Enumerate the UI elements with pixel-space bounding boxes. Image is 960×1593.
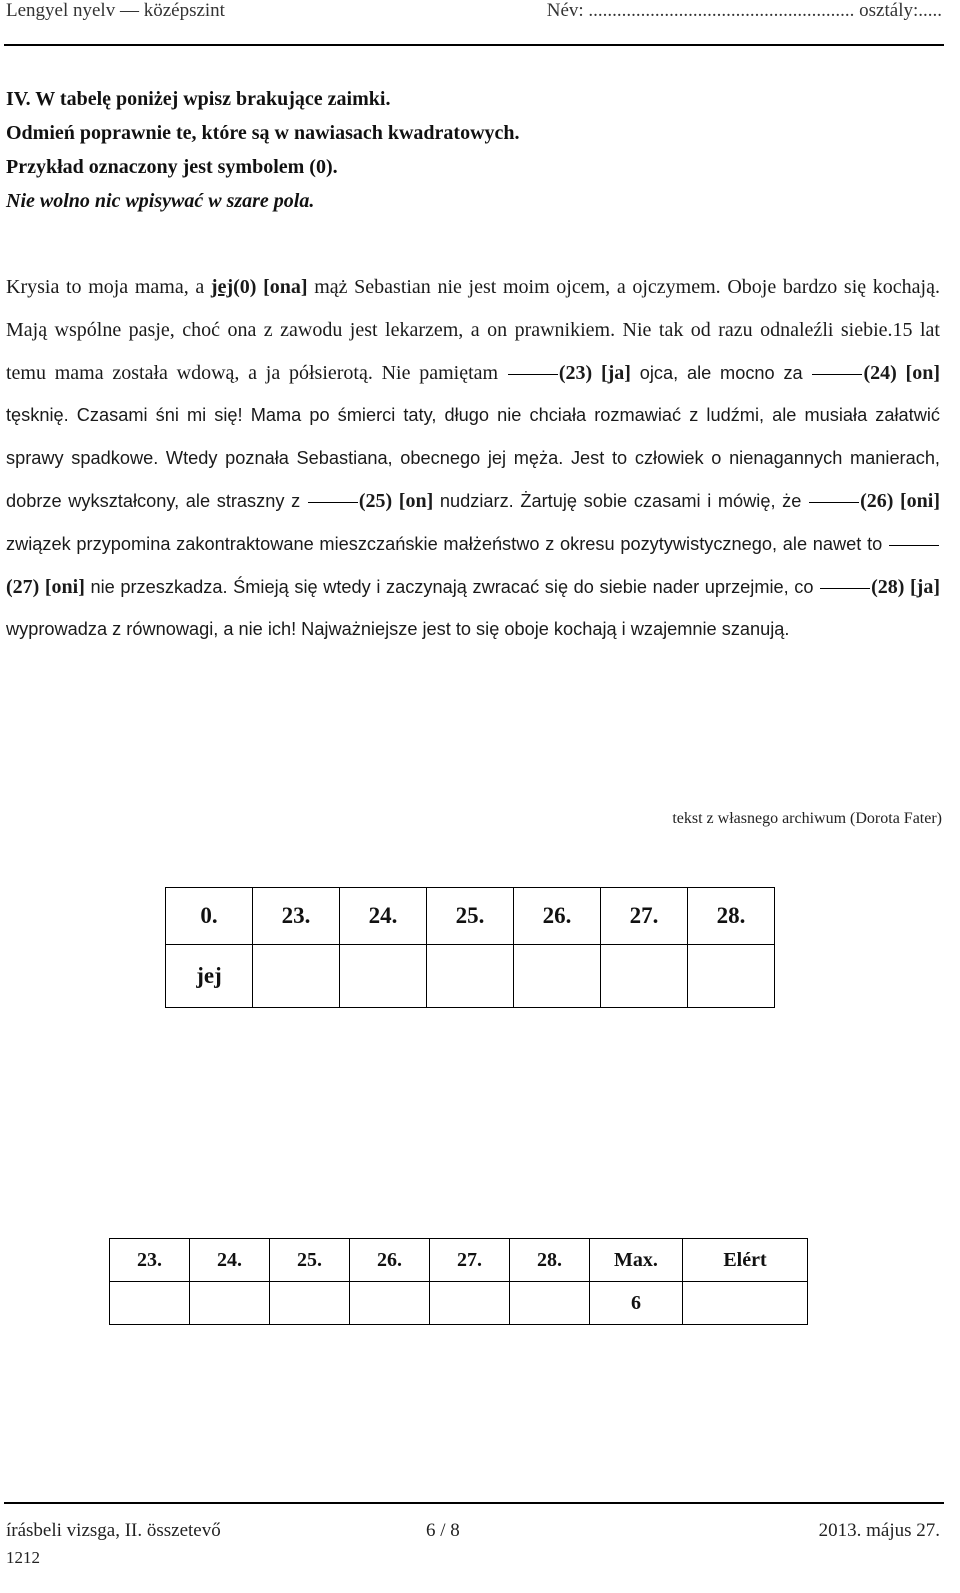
score-cell[interactable]	[510, 1282, 590, 1325]
answer-blank	[508, 373, 558, 375]
footer-date: 2013. május 27.	[818, 1520, 940, 1541]
passage-text: nie przeszkadza. Śmieją się wtedy i zaczynają zwracać się do siebie nader uprzejmie, co	[84, 576, 820, 597]
footer-exam-part: írásbeli vizsga, II. összetevő	[6, 1520, 221, 1541]
instruction-line: Odmień poprawnie te, które są w nawiasach kwadratowych.	[6, 122, 520, 144]
score-header-max: Max.	[590, 1239, 683, 1282]
score-table-value-row	[110, 1282, 808, 1325]
score-header-cell: 28.	[510, 1239, 590, 1282]
gap-26: (26) [oni]	[860, 489, 940, 512]
answer-header-cell: 25.	[427, 888, 514, 945]
source-citation: tekst z własnego archiwum (Dorota Fater)	[672, 810, 942, 827]
passage-text: mąż Sebastian nie jest moim ojcem, a ojczymem. Oboje bardzo się kochają. Mają wspólne pasje, choć ona z zawodu jest lekarzem, a on prawnikiem. Nie tak od razu odnaleźli siebie.15 lat temu mama została wdową, a ja półsierotą. Nie pamiętam	[6, 276, 940, 384]
passage-text: tęsknię. Czasami śni mi się! Mama po śmierci taty, długo nie chciała rozmawiać z ludźmi, ale musiała załatwić sprawy spadkowe. Wtedy poznała Sebastiana, obecnego jej męża. Jest to człowiek o nienagannych manierach, dobrze wykształcony, ale straszny z	[6, 405, 940, 511]
passage-text: wyprowadza z równowagi, a nie ich! Najważniejsze jest to się oboje kochają i wzajemnie szanują.	[6, 619, 790, 640]
score-max-value: 6	[590, 1282, 683, 1325]
header-divider	[4, 44, 944, 46]
instruction-line: IV. W tabelę poniżej wpisz brakujące zaimki.	[6, 88, 391, 110]
answer-blank	[308, 501, 358, 503]
score-cell[interactable]	[110, 1282, 190, 1325]
page-header	[6, 0, 942, 28]
answer-header-cell: 28.	[688, 888, 775, 945]
answer-blank	[812, 373, 862, 375]
gap-28: (28) [ja]	[871, 575, 940, 598]
score-header-cell: 24.	[190, 1239, 270, 1282]
example-answer: jej	[210, 276, 234, 298]
answer-table	[165, 887, 775, 1008]
gap-25: (25) [on]	[358, 489, 434, 512]
score-cell[interactable]	[190, 1282, 270, 1325]
passage-text: ojca, ale mocno za	[630, 362, 812, 383]
answer-table-header-row	[166, 888, 775, 945]
instruction-line: Przykład oznaczony jest symbolem (0).	[6, 156, 338, 178]
answer-value-cell: jej	[166, 945, 253, 1008]
score-header-cell: 27.	[430, 1239, 510, 1282]
score-cell[interactable]	[350, 1282, 430, 1325]
score-table	[109, 1238, 808, 1325]
score-header-cell: 25.	[270, 1239, 350, 1282]
gap-24: (24) [on]	[863, 361, 940, 384]
answer-blank	[889, 544, 939, 546]
header-subject: Lengyel nyelv — középszint	[6, 0, 225, 21]
gap-27: (27) [oni]	[6, 575, 85, 598]
passage-text: związek przypomina zakontraktowane mieszczańskie małżeństwo z okresu pozytywistycznego, ale nawet to	[6, 533, 888, 554]
score-header-cell: 23.	[110, 1239, 190, 1282]
answer-input-cell[interactable]	[601, 945, 688, 1008]
answer-header-cell: 26.	[514, 888, 601, 945]
example-tag: (0) [ona]	[233, 276, 308, 298]
footer-divider	[4, 1502, 944, 1504]
answer-input-cell[interactable]	[688, 945, 775, 1008]
footer-exam-code: 1212	[6, 1548, 40, 1567]
score-achieved-cell[interactable]	[683, 1282, 808, 1325]
score-header-cell: 26.	[350, 1239, 430, 1282]
answer-input-cell[interactable]	[253, 945, 340, 1008]
passage-text: nudziarz. Żartuję sobie czasami i mówię, że	[433, 490, 809, 511]
answer-header-cell: 24.	[340, 888, 427, 945]
task-instructions	[6, 82, 936, 218]
score-cell[interactable]	[430, 1282, 510, 1325]
answer-blank	[820, 587, 870, 589]
answer-input-cell[interactable]	[427, 945, 514, 1008]
score-header-achieved: Elért	[683, 1239, 808, 1282]
answer-table-value-row	[166, 945, 775, 1008]
reading-passage	[6, 266, 940, 651]
answer-header-cell: 23.	[253, 888, 340, 945]
header-name-class-field: Név: ........................................................ osztály:.....	[546, 0, 942, 21]
instruction-line: Nie wolno nic wpisywać w szare pola.	[6, 190, 315, 212]
gap-23: (23) [ja]	[558, 361, 631, 384]
answer-input-cell[interactable]	[514, 945, 601, 1008]
passage-text: Krysia to moja mama, a	[6, 276, 211, 298]
answer-input-cell[interactable]	[340, 945, 427, 1008]
footer-page-number: 6 / 8	[426, 1520, 460, 1541]
score-cell[interactable]	[270, 1282, 350, 1325]
score-table-header-row	[110, 1239, 808, 1282]
answer-blank	[809, 501, 859, 503]
answer-header-cell: 0.	[166, 888, 253, 945]
answer-header-cell: 27.	[601, 888, 688, 945]
